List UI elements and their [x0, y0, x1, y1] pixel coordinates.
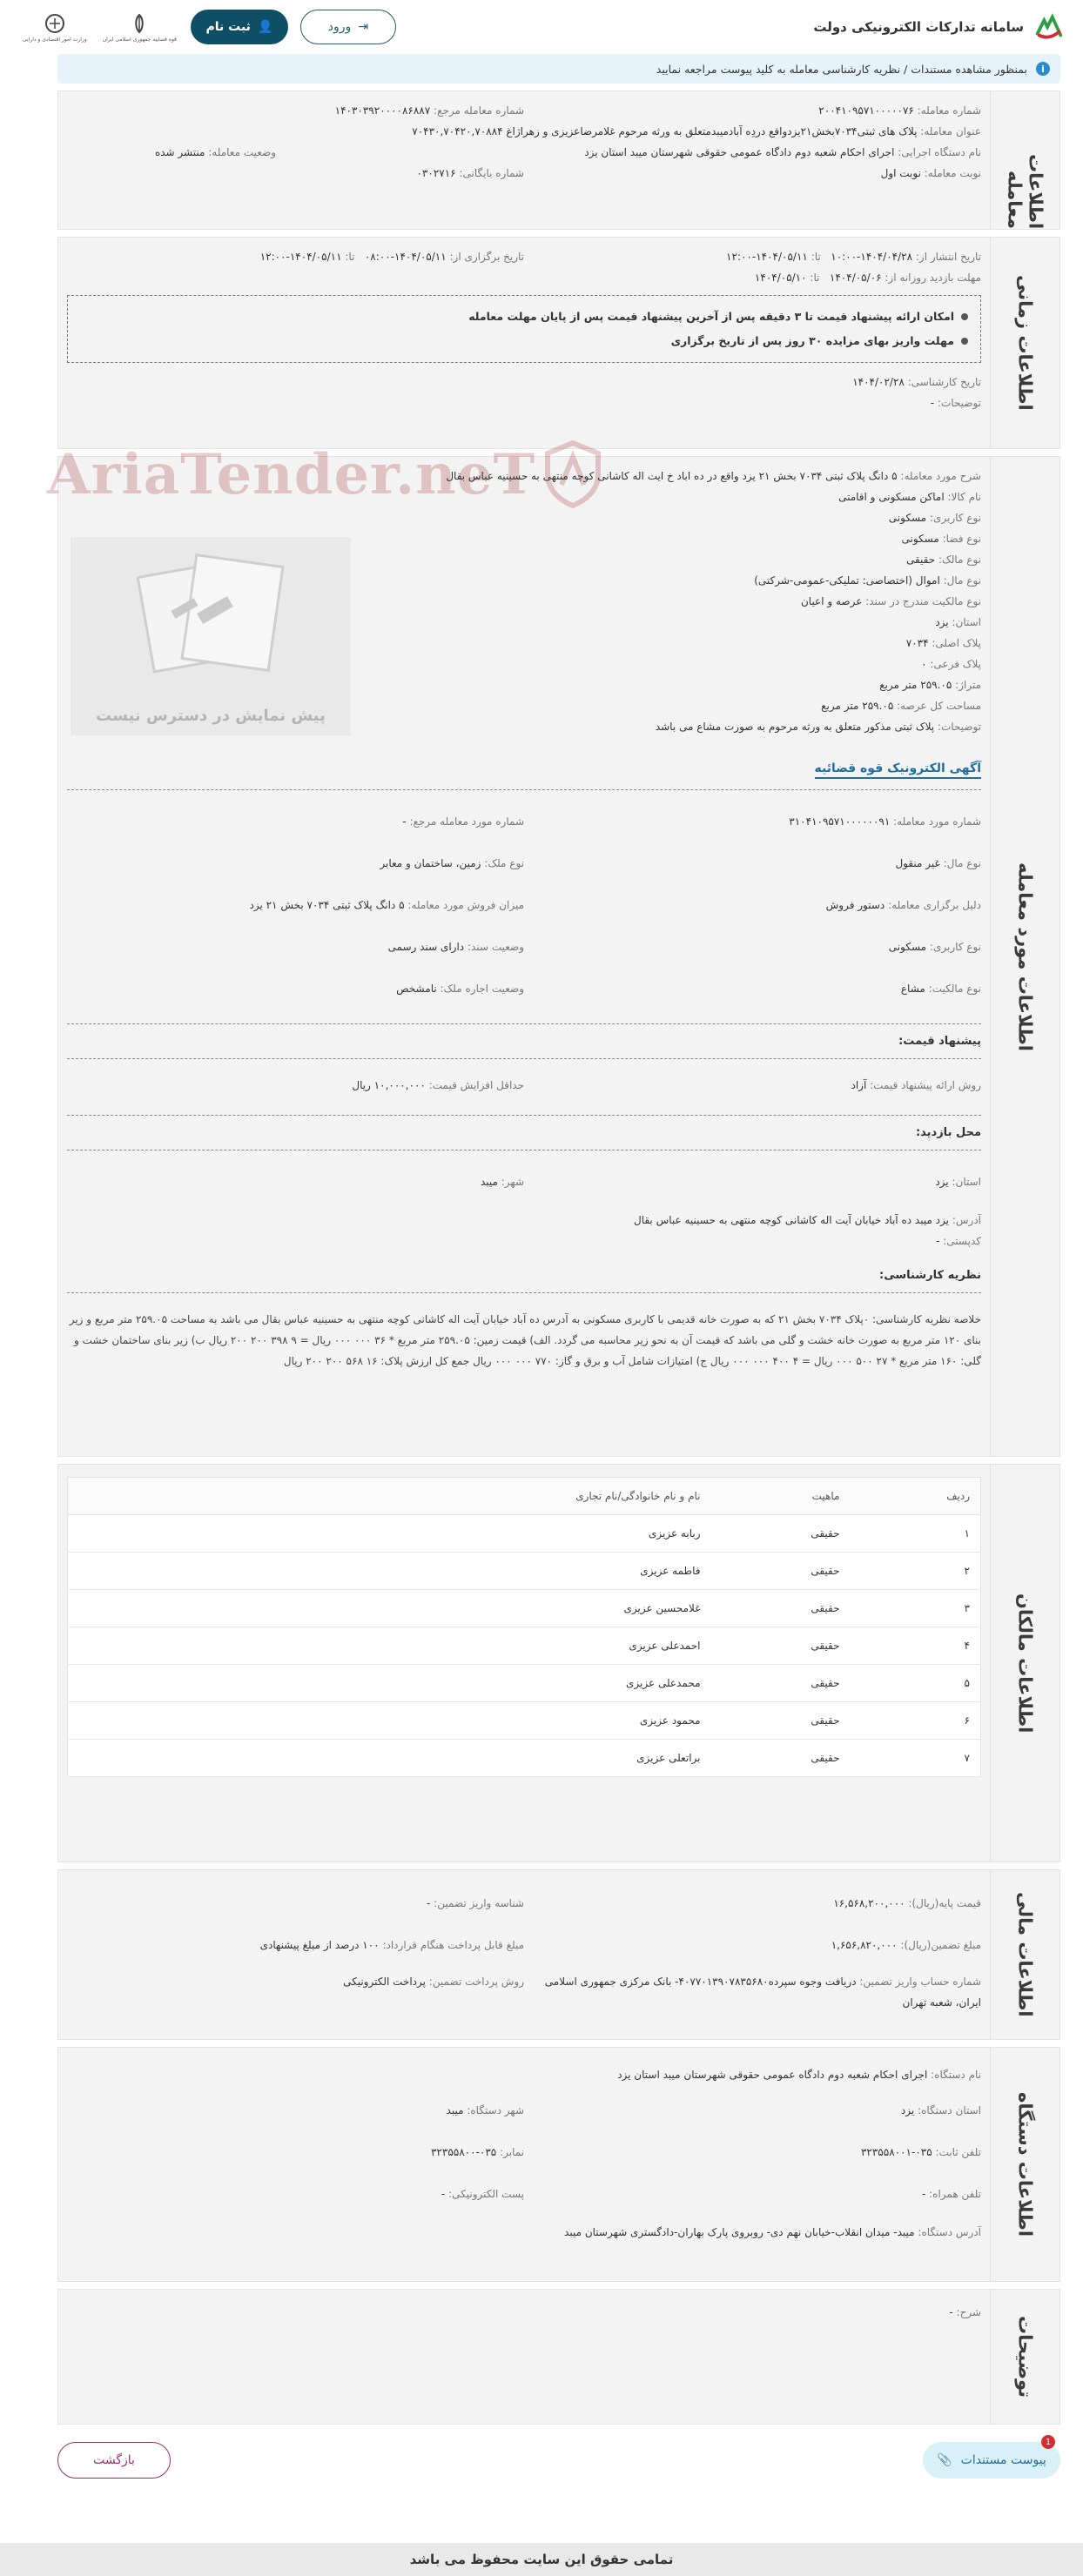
label: شماره حساب واریز تضمین: [859, 1976, 981, 1988]
item-value: ۲۵۹.۰۵ متر مربع [879, 679, 952, 691]
section-title: اطلاعات معامله [1004, 153, 1046, 229]
label: دلیل برگزاری معامله: [888, 899, 981, 911]
label: روش پرداخت تضمین: [428, 1976, 524, 1988]
item-ref-number: - [402, 815, 407, 828]
login-button[interactable] [300, 10, 396, 44]
label: شناسه واریز تضمین: [434, 1897, 524, 1909]
owner-type: حقیقی [711, 1627, 851, 1665]
label: وضعیت سند: [467, 941, 524, 953]
base-price: ۱۶,۵۶۸,۲۰۰,۰۰۰ [833, 1897, 905, 1909]
executor: اجرای احکام شعبه دوم دادگاه عمومی حقوقی شهرستان میبد استان یزد [584, 146, 895, 158]
item-value: ۵ دانگ پلاک ثبتی ۷۰۳۴ بخش ۲۱ یزد واقع در ده اباد خ ایت اله کاشانی کوچه منتهی به حسینیه عباس بقال [446, 470, 898, 482]
section-title: اطلاعات دستگاه [1014, 2091, 1036, 2237]
register-button[interactable] [191, 10, 288, 44]
judiciary-caption: قوه قضاییه جمهوری اسلامی ایران [102, 36, 177, 43]
price-subhead: پیشنهاد قیمت: [898, 1035, 981, 1048]
rule-text: مهلت واریز بهای مزایده ۳۰ روز پس از تاریخ برگزاری [670, 334, 954, 347]
judiciary-ad-link[interactable]: آگهی الکترونیک قوه قضائیه [815, 761, 982, 779]
label: پلاک فرعی: [930, 658, 981, 670]
hold-from: ۱۴۰۴/۰۵/۱۱-۰۸:۰۰ [364, 251, 447, 263]
column-header: نام و نام خانوادگی/نام تجاری [68, 1478, 711, 1515]
owner-type: حقیقی [711, 1590, 851, 1627]
guarantee-amount: ۱,۶۵۶,۸۲۰,۰۰۰ [831, 1939, 898, 1951]
label: آدرس: [952, 1214, 981, 1226]
item-value: حقیقی [905, 553, 936, 566]
visit-from: ۱۴۰۴/۰۵/۰۶ [829, 272, 882, 284]
item-value: پلاک ثبتی مذکور متعلق به ورثه مرحوم به صورت مشاع می باشد [655, 721, 935, 733]
sale-amount: ۵ دانگ پلاک ثبتی ۷۰۳۴ بخش ۲۱ یزد [249, 899, 405, 911]
owner-type: حقیقی [711, 1553, 851, 1590]
usage-type: مسکونی [888, 941, 927, 953]
label: استان دستگاه: [918, 2104, 981, 2116]
divider [67, 1023, 981, 1024]
label: نوع کاربری: [929, 941, 981, 953]
label: نوع ملک: [484, 857, 524, 869]
label: نام دستگاه اجرایی: [898, 146, 981, 158]
device-phone: ۰۳۵-۳۲۳۵۵۸۰۰۱ [860, 2146, 932, 2158]
label: مساحت کل عرصه: [897, 700, 981, 712]
address: یزد میبد ده آباد خیابان آیت اله کاشانی کوچه منتهی به حسینیه عباس بقال [633, 1214, 949, 1226]
ministry-logo [23, 12, 87, 43]
owner-name: محمود عزیزی [68, 1702, 711, 1740]
label: شماره مورد معامله مرجع: [409, 815, 524, 828]
label: توضیحات: [937, 721, 981, 733]
label: شماره بایگانی: [459, 167, 524, 179]
deal-number: ۲۰۰۴۱۰۹۵۷۱۰۰۰۰۰۷۶ [818, 104, 914, 117]
label: مهلت بازدید روزانه از: [885, 272, 981, 284]
payable-amount: ۱۰۰ درصد از مبلغ پیشنهادی [259, 1939, 380, 1951]
label: نوع مالکیت مندرج در سند: [865, 595, 981, 607]
placeholder-text: پیش نمایش در دسترس نیست [96, 707, 326, 725]
city: میبد [480, 1176, 498, 1188]
table-header [68, 1478, 981, 1515]
image-placeholder [71, 537, 351, 735]
label: پست الکترونیکی: [448, 2188, 524, 2200]
notes-desc: - [949, 2306, 953, 2318]
gavel-document-icon [137, 552, 285, 682]
label: نام کالا: [947, 491, 981, 503]
financial-section [57, 1869, 1060, 2040]
label: نوع کاربری: [929, 512, 981, 524]
footer [0, 2543, 1083, 2576]
owner-type: حقیقی [711, 1665, 851, 1702]
owner-type: حقیقی [711, 1740, 851, 1777]
label: تاریخ کارشناسی: [907, 376, 981, 388]
table-row [68, 1590, 981, 1627]
sale-reason: دستور فروش [825, 899, 885, 911]
item-value: ۲۵۹.۰۵ متر مربع [821, 700, 894, 712]
notice-bar [57, 54, 1060, 84]
label: نوبت معامله: [924, 167, 981, 179]
deal-info-section [57, 91, 1060, 230]
device-email: - [441, 2188, 446, 2200]
item-value: ۷۰۳۴ [905, 637, 929, 649]
device-mobile: - [921, 2188, 926, 2200]
label: وضعیت اجاره ملک: [440, 983, 524, 995]
emblem-icon [128, 12, 151, 35]
footer-text: تمامی حقوق این سایت محفوظ می باشد [409, 2552, 674, 2567]
row-index: ۱ [851, 1515, 981, 1553]
bullet-icon [961, 338, 968, 345]
lease-status: نامشخص [396, 983, 437, 995]
guarantee-account: دریافت وجوه سپرده۴۰۷۷۰۱۳۹۰۷۸۳۵۶۸۰- بانک مرکزی جمهوری اسلامی ایران، شعبه تهران [544, 1976, 981, 2009]
top-bar [0, 0, 1083, 54]
section-title: اطلاعات مالی [1014, 1892, 1036, 2017]
device-city: میبد [446, 2104, 464, 2116]
label: تا: [345, 251, 355, 263]
back-button[interactable] [57, 2442, 171, 2479]
label: کدپستی: [943, 1235, 981, 1247]
label: توضیحات: [937, 397, 981, 409]
item-value: مسکونی [901, 533, 939, 545]
ref-number: ۱۴۰۳۰۳۹۲۰۰۰۰۸۶۸۸۷ [334, 104, 431, 117]
owner-name: محمدعلی عزیزی [68, 1665, 711, 1702]
label: روش ارائه پیشنهاد قیمت: [870, 1079, 981, 1091]
divider [67, 1115, 981, 1116]
device-province: یزد [900, 2104, 915, 2116]
hold-to: ۱۴۰۴/۰۵/۱۱-۱۲:۰۰ [259, 251, 342, 263]
label: تلفن همراه: [929, 2188, 981, 2200]
notice-text: بمنظور مشاهده مستندات / نظریه کارشناسی معامله به کلید پیوست مراجعه نمایید [656, 62, 1027, 76]
label: قیمت پایه(ریال): [908, 1897, 981, 1909]
bullet-icon [961, 313, 968, 320]
attachment-count-badge: 1 [1041, 2435, 1055, 2449]
row-index: ۳ [851, 1590, 981, 1627]
payment-method: پرداخت الکترونیکی [343, 1976, 426, 1988]
label: تاریخ انتشار از: [915, 251, 981, 263]
row-index: ۴ [851, 1627, 981, 1665]
label: استان: [952, 1176, 981, 1188]
device-address: میبد- میدان انقلاب-خیابان نهم دی- روبروی پارک بهاران-دادگستری شهرستان میبد [564, 2226, 915, 2238]
table-row [68, 1515, 981, 1553]
item-info-section [57, 456, 1060, 1457]
device-name: اجرای احکام شعبه دوم دادگاه عمومی حقوقی شهرستان میبد استان یزد [617, 2069, 928, 2081]
asset-type: غیر منقول [895, 857, 940, 869]
row-index: ۲ [851, 1553, 981, 1590]
owners-table [67, 1477, 981, 1777]
label: شرح مورد معامله: [900, 470, 981, 482]
owner-name: غلامحسین عزیزی [68, 1590, 711, 1627]
label: مبلغ تضمین(ریال): [900, 1939, 981, 1951]
province: یزد [935, 1176, 949, 1188]
row-index: ۶ [851, 1702, 981, 1740]
location-subhead: محل بازدید: [915, 1126, 981, 1139]
label: شهر دستگاه: [467, 2104, 524, 2116]
brand-title: سامانه تدارکات الکترونیکی دولت [813, 19, 1024, 35]
device-fax: ۰۳۵-۳۲۳۵۵۸۰۰ [430, 2146, 497, 2158]
label: پلاک اصلی: [932, 637, 981, 649]
label: نوع فضا: [942, 533, 981, 545]
item-value: عرصه و اعیان [800, 595, 863, 607]
bid-method: آزاد [851, 1079, 867, 1091]
table-row [68, 1665, 981, 1702]
table-row [68, 1740, 981, 1777]
paperclip-icon: 📎 [937, 2453, 952, 2467]
label: تاریخ برگزاری از: [449, 251, 524, 263]
owner-name: احمدعلی عزیزی [68, 1627, 711, 1665]
rule-text: امکان ارائه پیشنهاد قیمت تا ۳ دقیقه پس از آخرین پیشنهاد قیمت پس از پایان مهلت معامله [468, 310, 954, 323]
doc-status: دارای سند رسمی [387, 941, 465, 953]
login-icon: ⇥ [358, 20, 369, 34]
visit-to: ۱۴۰۴/۰۵/۱۰ [754, 272, 807, 284]
expert-subhead: نظریه کارشناسی: [879, 1269, 981, 1282]
label: تلفن ثابت: [935, 2146, 981, 2158]
login-label: ورود [327, 20, 352, 34]
label: شهر: [501, 1176, 524, 1188]
owner-type: حقیقی [711, 1515, 851, 1553]
item-number: ۳۱۰۴۱۰۹۵۷۱۰۰۰۰۰۰۹۱ [789, 815, 891, 828]
item-value: مسکونی [888, 512, 927, 524]
section-title: توضیحات [1014, 2315, 1036, 2398]
back-label: بازگشت [93, 2453, 135, 2467]
label: شماره معامله: [917, 104, 981, 117]
owner-name: ربابه عزیزی [68, 1515, 711, 1553]
column-header: ماهیت [711, 1478, 851, 1515]
label: نوع مالک: [938, 553, 981, 566]
label: آدرس دستگاه: [918, 2226, 981, 2238]
label: عنوان معامله: [920, 125, 981, 138]
label: شرح: [956, 2306, 981, 2318]
item-value: اموال (اختصاصی: تملیکی-عمومی-شرکتی) [754, 574, 940, 587]
item-value: یزد [935, 616, 949, 628]
publish-to: ۱۴۰۴/۰۵/۱۱-۱۲:۰۰ [726, 251, 808, 263]
divider [67, 1292, 981, 1293]
label: نوع مال: [943, 574, 981, 587]
attachments-button[interactable] [923, 2437, 1060, 2479]
owner-name: براتعلی عزیزی [68, 1740, 711, 1777]
device-section [57, 2047, 1060, 2282]
deal-status: منتشر شده [154, 146, 205, 158]
watermark-text: AriaTender.neT [47, 441, 536, 507]
archive-number: ۰۳۰۲۷۱۶ [416, 167, 456, 179]
label: مبلغ قابل پرداخت هنگام قرارداد: [382, 1939, 524, 1951]
label: نوع مال: [943, 857, 981, 869]
item-value: ۰ [921, 658, 927, 670]
rules-box [67, 295, 981, 363]
label: شماره مورد معامله: [893, 815, 981, 828]
label: متراژ: [955, 679, 981, 691]
section-title: اطلاعات مورد معامله [1014, 862, 1036, 1051]
attachments-label: پیوست مستندات [960, 2453, 1046, 2467]
expert-opinion: خلاصه نظریه کارشناسی: ۰پلاک ۷۰۳۴ بخش ۲۱ که به صورت خانه قدیمی با کاربری مسکونی به آدرس ده آباد خیابان آیت اله کاشانی کوچه منتهی به حسینیه عباس بقال می باشد به مساحت ۲۵۹.۰۵ متر مربع و زیر بنای ۱۲۰ متر مربع به صورت خانه خشت و گلی می باشد که قیمت آن به نحو زیر محاسبه می گردد. الف) قیمت زمین: ۲۵۹.۰۵ متر مربع * ۳۶ ۰۰۰ ۰۰۰ ریال = ۹ ۳۹۸ ۲۰۰ ۲۰۰ ریال ب) زیر بنای ساختمان خشت و گلی: ۱۶۰ متر مربع * ۲۷ ۵۰۰ ۰۰۰ ریال = ۴ ۴۰۰ ۰۰۰ ۰۰۰ ریال ج) امتیازات شامل آب و برق و گاز: ۷۷۰ ۰۰۰ ۰۰۰ ریال جمع کل ارزش پلاک: ۱۶ ۵۶۸ ۲۰۰ ۲۰۰ ریال [69, 1313, 981, 1367]
ministry-caption: وزارت امور اقتصادی و دارایی [23, 36, 87, 43]
label: شماره معامله مرجع: [434, 104, 524, 117]
time-desc: - [930, 397, 935, 409]
add-user-icon: 👤 [257, 20, 273, 34]
label: نمابر: [500, 2146, 524, 2158]
label: تا: [811, 251, 821, 263]
section-title: اطلاعات مالکان [1014, 1593, 1036, 1734]
info-icon: i [1036, 62, 1050, 76]
row-index: ۵ [851, 1665, 981, 1702]
label: میزان فروش مورد معامله: [407, 899, 524, 911]
bottom-actions [57, 2437, 1060, 2479]
register-label: ثبت نام [205, 20, 251, 34]
label: حداقل افزایش قیمت: [428, 1079, 524, 1091]
label: استان: [952, 616, 981, 628]
brand[interactable] [813, 10, 1066, 44]
column-header: ردیف [851, 1478, 981, 1515]
min-increase: ۱۰,۰۰۰,۰۰۰ ریال [352, 1079, 426, 1091]
expert-date: ۱۴۰۴/۰۲/۲۸ [852, 376, 905, 388]
time-info-section [57, 237, 1060, 449]
deal-subject: پلاک های ثبتی۷۰۳۴بخش۲۱یزدواقع دردِه آبادمیبدمتعلق به ورثه مرحوم غلامرضاعزیزی و زهراژاغ ۷۰۴۳۰,۷۰۴۲۰,۷۰۸۸۴ [412, 125, 918, 138]
label: نوع مالکیت: [928, 983, 981, 995]
table-row [68, 1702, 981, 1740]
owners-section [57, 1464, 1060, 1862]
publish-from: ۱۴۰۴/۰۴/۲۸-۱۰:۰۰ [831, 251, 913, 263]
row-index: ۷ [851, 1740, 981, 1777]
property-type: زمین، ساختمان و معابر [380, 857, 481, 869]
label: تا: [810, 272, 820, 284]
judiciary-logo [103, 12, 177, 43]
ministry-emblem-icon [42, 12, 68, 35]
section-title: اطلاعات زمانی [1014, 275, 1036, 411]
divider [67, 789, 981, 790]
table-row [68, 1553, 981, 1590]
postal-code: - [936, 1235, 940, 1247]
divider [67, 1058, 981, 1059]
notes-section [57, 2289, 1060, 2425]
item-value: اماکن مسکونی و اقامتی [838, 491, 945, 503]
owner-type: حقیقی [711, 1702, 851, 1740]
deal-round: نوبت اول [880, 167, 921, 179]
guarantee-id: - [427, 1897, 431, 1909]
owner-name: فاطمه عزیزی [68, 1553, 711, 1590]
label: نام دستگاه: [931, 2069, 981, 2081]
table-row [68, 1627, 981, 1665]
ownership-type: مشاع [900, 983, 925, 995]
label: وضعیت معامله: [208, 146, 276, 158]
brand-logo-icon [1033, 10, 1066, 44]
